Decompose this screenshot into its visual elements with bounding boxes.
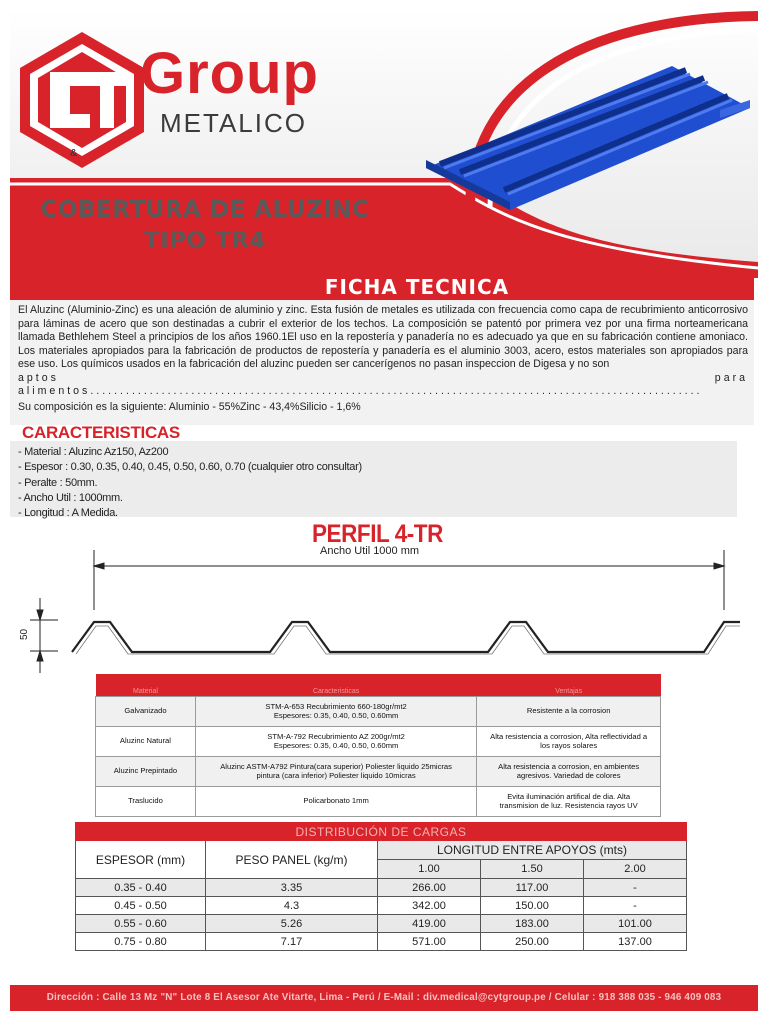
span-header: 1.50 bbox=[481, 860, 584, 879]
ventajas-cell bbox=[477, 756, 661, 786]
load-cell: 419.00 bbox=[378, 915, 481, 933]
load-cell: 150.00 bbox=[481, 897, 584, 915]
cell-line: pintura (cara inferior) Poliester liquido 10micras bbox=[256, 771, 416, 780]
cell-line: Resistente a la corrosion bbox=[526, 706, 611, 716]
brand-name: Group bbox=[140, 41, 319, 106]
cell-line: Aluzinc ASTM-A792 Pintura(cara superior) Poliester liquido 25micras bbox=[220, 761, 452, 771]
load-cell: 137.00 bbox=[584, 933, 687, 951]
load-cell: 101.00 bbox=[584, 915, 687, 933]
document-title bbox=[10, 195, 400, 257]
material-cell: Aluzinc Natural bbox=[96, 726, 196, 756]
peso-cell: 5.26 bbox=[206, 915, 378, 933]
table-row bbox=[96, 786, 661, 816]
peso-cell: 4.3 bbox=[206, 897, 378, 915]
cell-line: STM-A-792 Recubrimiento AZ 200gr/mt2 bbox=[267, 731, 405, 741]
cell-line: Espesores: 0.35, 0.40, 0.50, 0.60mm bbox=[273, 711, 399, 720]
cell-line: Evita iluminación artifical de dia. Alta bbox=[507, 791, 631, 801]
load-cell: 342.00 bbox=[378, 897, 481, 915]
list-item: - Material : Aluzinc Az150, Az200 bbox=[18, 446, 169, 458]
table-row bbox=[76, 933, 687, 951]
column-header: ESPESOR (mm) bbox=[76, 841, 206, 879]
cell-line: STM-A-653 Recubrimiento 660-180gr/mt2 bbox=[265, 701, 407, 711]
ventajas-cell bbox=[477, 696, 661, 726]
caracteristicas-list bbox=[18, 445, 362, 521]
perfil-subtitle: Ancho Util 1000 mm bbox=[320, 545, 420, 557]
table-row bbox=[96, 696, 661, 726]
title-line-1: COBERTURA DE ALUZINC bbox=[40, 197, 370, 223]
intro-text: El Aluzinc (Aluminio-Zinc) es una aleación de aluminio y zinc. Esta fusión de metales es utilizada con frecuencia como capa de recubrimiento anticorrosivo para láminas de acero que son destinadas a cubrir el exterior de los techos. La composición se patentó por primera vez por una firma norteamericana llamada Bethlehem Steel a principios de los años 1960.1El uso en la repostería y panadería no es adecuado ya que en su fabricación contiene amoniaco. Los materiales apropiados para la fabricación de productos de repostería y panadería es el aluminio 3003, acero, estos materiales son apropiados para ese uso. Los químicos usados en la fabricación del aluzinc pueden ser cancerígenos no pasan inspeccion de Digesa y no son bbox=[18, 304, 748, 370]
cell-line: transmision de luz. Resistencia rayos UV bbox=[499, 801, 638, 810]
distribution-table bbox=[75, 822, 687, 951]
table-row bbox=[96, 726, 661, 756]
cell-line: agresivos. Variedad de colores bbox=[516, 771, 621, 780]
list-item: - Longitud : A Medida. bbox=[18, 507, 118, 520]
espesor-cell: 0.35 - 0.40 bbox=[76, 879, 206, 897]
footer-contact: Dirección : Calle 13 Mz "N" Lote 8 El Asesor Ate Vitarte, Lima - Perú / E-Mail : div.medical@cytgroup.pe / Celular : 918 388 035 - 946 409 083 bbox=[10, 985, 758, 1011]
cell-line: los rayos solares bbox=[540, 741, 598, 750]
column-header: Material bbox=[96, 674, 196, 696]
ficha-tecnica-banner: FICHA TECNICA bbox=[10, 271, 754, 301]
table-row bbox=[76, 879, 687, 897]
caracteristicas-cell bbox=[195, 696, 476, 726]
table-title-row bbox=[76, 823, 687, 841]
load-cell: 571.00 bbox=[378, 933, 481, 951]
load-cell: 250.00 bbox=[481, 933, 584, 951]
espesor-cell: 0.45 - 0.50 bbox=[76, 897, 206, 915]
composition-text: Su composición es la siguiente: Aluminio - 55%Zinc - 43,4%Silicio - 1,6% bbox=[18, 401, 361, 413]
roofing-sheet-image bbox=[420, 60, 750, 210]
ventajas-cell bbox=[477, 726, 661, 756]
column-header: PESO PANEL (kg/m) bbox=[206, 841, 378, 879]
intro-paragraph bbox=[18, 304, 748, 399]
ventajas-cell bbox=[477, 786, 661, 816]
cell-line: Alta resistencia a corrosion, Alta reflectividad a bbox=[490, 731, 648, 741]
load-cell: 117.00 bbox=[481, 879, 584, 897]
column-header: Ventajas bbox=[477, 674, 661, 696]
svg-text:&: & bbox=[70, 148, 78, 159]
cell-line: Policarbonato 1mm bbox=[303, 796, 369, 806]
peso-cell: 7.17 bbox=[206, 933, 378, 951]
distribution-title: DISTRIBUCIÓN DE CARGAS bbox=[76, 823, 687, 841]
perfil-drawing bbox=[18, 548, 758, 678]
span-header: 1.00 bbox=[378, 860, 481, 879]
material-cell: Aluzinc Prepintado bbox=[96, 756, 196, 786]
column-header: LONGITUD ENTRE APOYOS (mts) bbox=[378, 841, 687, 860]
list-item: - Ancho Util : 1000mm. bbox=[18, 491, 123, 504]
material-cell: Galvanizado bbox=[96, 696, 196, 726]
espesor-cell: 0.55 - 0.60 bbox=[76, 915, 206, 933]
table-header-row bbox=[96, 674, 661, 696]
table-row bbox=[76, 897, 687, 915]
material-cell: Traslucido bbox=[96, 786, 196, 816]
load-cell: 183.00 bbox=[481, 915, 584, 933]
caracteristicas-cell bbox=[195, 786, 476, 816]
caracteristicas-title: CARACTERISTICAS bbox=[22, 423, 180, 442]
title-line-2: TIPO TR4 bbox=[143, 228, 267, 254]
materials-table bbox=[95, 674, 661, 817]
cell-line: Alta resistencia a corrosion, en ambientes bbox=[498, 761, 640, 771]
espesor-cell: 0.75 - 0.80 bbox=[76, 933, 206, 951]
column-header: Caracteristicas bbox=[195, 674, 476, 696]
load-cell: - bbox=[584, 879, 687, 897]
brand-tagline: METALICO bbox=[160, 108, 307, 138]
caracteristicas-cell bbox=[195, 756, 476, 786]
caracteristicas-cell bbox=[195, 726, 476, 756]
perfil-height-label: 50 bbox=[19, 628, 30, 640]
span-header: 2.00 bbox=[584, 860, 687, 879]
table-row bbox=[96, 756, 661, 786]
load-cell: 266.00 bbox=[378, 879, 481, 897]
list-item: - Espesor : 0.30, 0.35, 0.40, 0.45, 0.50, 0.60, 0.70 (cualquier otro consultar) bbox=[18, 461, 362, 474]
perfil-title: PERFIL 4-TR bbox=[312, 520, 443, 548]
table-header-row bbox=[76, 841, 687, 860]
intro-last-line: aptos para alimentos....................................................................................................... bbox=[18, 371, 748, 397]
list-item: - Peralte : 50mm. bbox=[18, 476, 98, 489]
cell-line: Espesores: 0.35, 0.40, 0.50, 0.60mm bbox=[273, 741, 399, 750]
load-cell: - bbox=[584, 897, 687, 915]
peso-cell: 3.35 bbox=[206, 879, 378, 897]
table-row bbox=[76, 915, 687, 933]
